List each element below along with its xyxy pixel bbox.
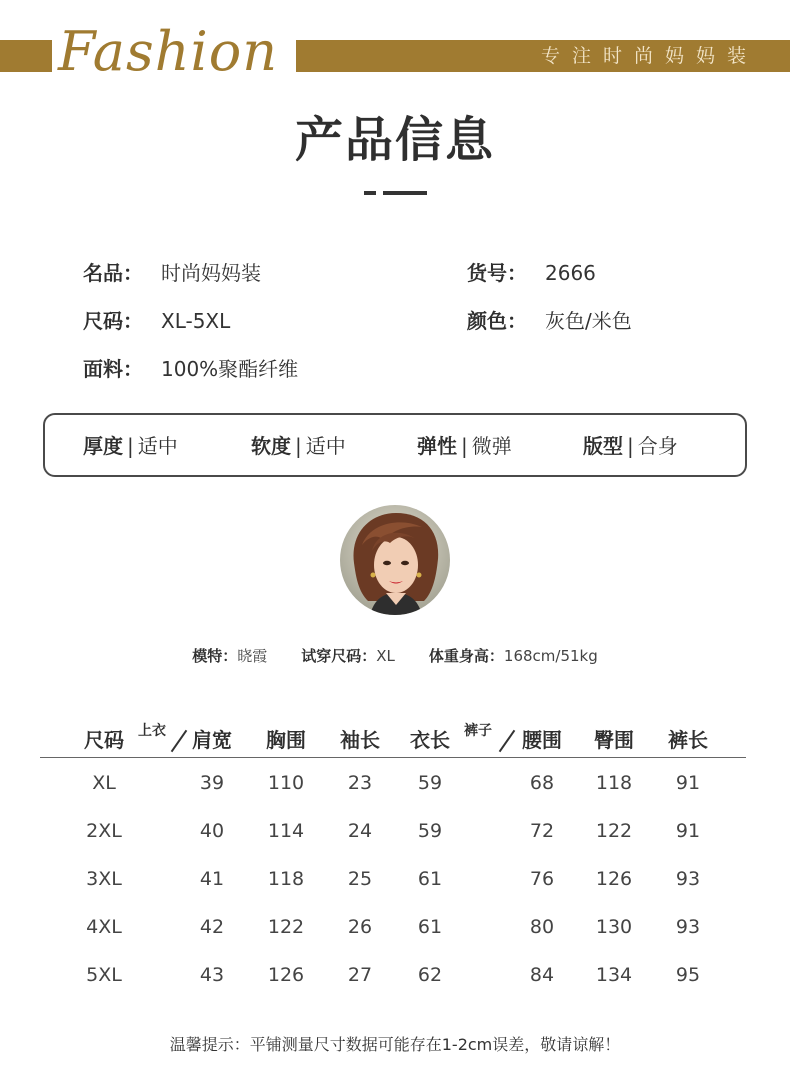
- info-size-value: XL-5XL: [161, 309, 231, 333]
- table-cell: 95: [675, 964, 701, 986]
- table-cell: 27: [347, 964, 373, 986]
- table-cell: 61: [417, 916, 443, 938]
- table-header-col-1: 肩宽: [192, 728, 232, 752]
- table-cell: 61: [417, 868, 443, 890]
- page-title: 产品信息: [294, 112, 495, 168]
- table-cell: 130: [595, 916, 633, 938]
- info-fabric-label: 面料：: [83, 357, 143, 381]
- table-cell: 93: [675, 916, 701, 938]
- info-name-value: 时尚妈妈装: [161, 261, 261, 285]
- table-cell: 40: [199, 820, 225, 842]
- table-cell: 26: [347, 916, 373, 938]
- table-cell: 93: [675, 868, 701, 890]
- info-name: [83, 258, 261, 288]
- table-cell: 59: [417, 820, 443, 842]
- brand-logo: Fashion: [58, 20, 279, 83]
- attr-thickness-value: 适中: [137, 434, 178, 458]
- model-trial-size-label: 试穿尺码：: [301, 647, 377, 665]
- header-band-left: [0, 40, 52, 72]
- title-divider-short: [364, 191, 376, 195]
- table-cell: 91: [675, 820, 701, 842]
- attr-fit-label: 版型: [583, 434, 623, 458]
- table-cell: 118: [267, 868, 305, 890]
- info-item-no: [467, 258, 596, 288]
- attr-softness-value: 适中: [305, 434, 346, 458]
- info-name-label: 名品：: [83, 261, 143, 285]
- info-color-label: 颜色：: [467, 309, 527, 333]
- table-cell: 68: [529, 772, 555, 794]
- table-header-col-7: 裤长: [668, 728, 708, 752]
- model-name-label: 模特：: [192, 647, 238, 665]
- table-cell: 126: [267, 964, 305, 986]
- table-cell-size: 4XL: [86, 916, 122, 938]
- attribute-box: [43, 413, 747, 477]
- header-slash-bottom: [499, 730, 516, 752]
- table-header-col-4: 衣长: [410, 728, 450, 752]
- info-item-no-value: 2666: [545, 261, 596, 285]
- attr-fit: 版型 | 合身: [583, 434, 678, 458]
- table-header-rule: [40, 757, 746, 758]
- info-size-label: 尺码：: [83, 309, 143, 333]
- table-cell-size: 5XL: [86, 964, 122, 986]
- attr-fit-value: 合身: [637, 434, 678, 458]
- table-cell: 25: [347, 868, 373, 890]
- table-cell: 122: [267, 916, 305, 938]
- model-info: [0, 644, 790, 668]
- table-cell: 76: [529, 868, 555, 890]
- attr-elasticity: 弹性 | 微弹: [417, 434, 512, 458]
- header-slash-top: [171, 730, 188, 752]
- table-cell: 23: [347, 772, 373, 794]
- title-divider-long: [383, 191, 427, 195]
- table-cell: 84: [529, 964, 555, 986]
- table-cell-size: XL: [92, 772, 116, 794]
- table-cell: 72: [529, 820, 555, 842]
- info-fabric-value: 100%聚酯纤维: [161, 357, 299, 381]
- table-cell: 134: [595, 964, 633, 986]
- info-size: [83, 306, 230, 336]
- table-cell-size: 3XL: [86, 868, 122, 890]
- table-group-bottom: 裤子: [464, 723, 492, 739]
- model-trial-size-value: XL: [376, 647, 395, 665]
- table-cell-size: 2XL: [86, 820, 122, 842]
- table-cell: 122: [595, 820, 633, 842]
- table-cell: 118: [595, 772, 633, 794]
- attr-thickness: 厚度 | 适中: [83, 434, 178, 458]
- table-header-col-5: 腰围: [522, 728, 562, 752]
- table-cell: 126: [595, 868, 633, 890]
- info-color: [467, 306, 632, 336]
- info-color-value: 灰色/米色: [545, 309, 632, 333]
- table-cell: 62: [417, 964, 443, 986]
- table-group-top: 上衣: [138, 723, 166, 739]
- table-header-col-3: 袖长: [340, 728, 380, 752]
- attr-softness-label: 软度: [251, 434, 291, 458]
- info-item-no-label: 货号：: [467, 261, 527, 285]
- table-header-col-2: 胸围: [266, 728, 306, 752]
- table-cell: 80: [529, 916, 555, 938]
- table-cell: 114: [267, 820, 305, 842]
- header-slogan: 专注时尚妈妈装: [540, 45, 758, 67]
- info-fabric: [83, 354, 298, 384]
- table-cell: 91: [675, 772, 701, 794]
- table-header-size: 尺码: [84, 728, 124, 752]
- attr-elasticity-value: 微弹: [471, 434, 512, 458]
- table-cell: 24: [347, 820, 373, 842]
- attr-elasticity-label: 弹性: [417, 434, 457, 458]
- attr-softness: 软度 | 适中: [251, 434, 346, 458]
- table-cell: 42: [199, 916, 225, 938]
- model-name-value: 晓霞: [237, 647, 268, 665]
- table-cell: 43: [199, 964, 225, 986]
- attr-thickness-label: 厚度: [83, 434, 123, 458]
- table-cell: 59: [417, 772, 443, 794]
- model-body-value: 168cm/51kg: [503, 647, 598, 665]
- model-body-label: 体重身高：: [428, 647, 504, 665]
- footer-note: 温馨提示：平铺测量尺寸数据可能存在1-2cm误差，敬请谅解！: [169, 1035, 621, 1054]
- table-cell: 39: [199, 772, 225, 794]
- table-header-col-6: 臀围: [594, 728, 634, 752]
- model-avatar: [340, 505, 450, 615]
- table-cell: 41: [199, 868, 225, 890]
- table-cell: 110: [267, 772, 305, 794]
